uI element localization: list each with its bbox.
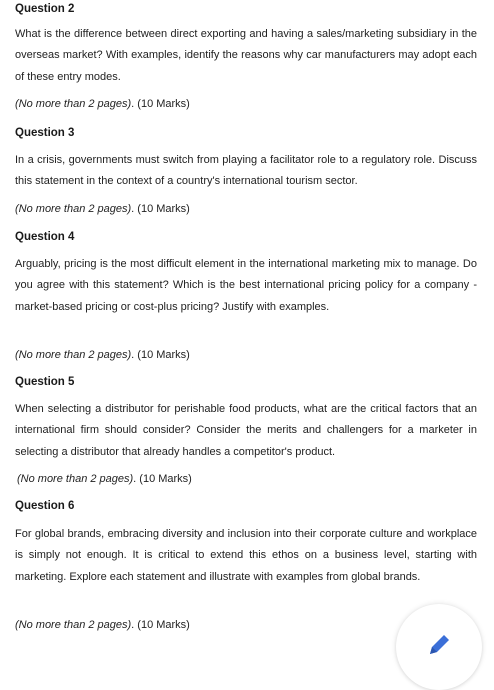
- marks-value: . (10 Marks): [131, 98, 190, 110]
- question-text: In a crisis, governments must switch from playing a facilitator role to a regulatory role. Discuss this statement in the context of a country's international tourism sector.: [15, 154, 477, 188]
- marks-value: . (10 Marks): [131, 619, 190, 631]
- marks-value: . (10 Marks): [131, 203, 190, 215]
- question-text: Arguably, pricing is the most difficult element in the international marketing mix to manage. Do you agree with this statement? Which is the best international pricing policy for a company - market-based pricing or cost-plus pricing? Justify with examples.: [15, 258, 477, 313]
- question-heading: Question 5: [15, 376, 75, 388]
- question-marks: [15, 349, 190, 361]
- question-heading: Question 2: [15, 3, 75, 15]
- question-marks: [15, 203, 190, 215]
- marks-value: . (10 Marks): [133, 473, 192, 485]
- page-limit: (No more than 2 pages): [15, 98, 132, 110]
- edit-fab-button[interactable]: [396, 604, 482, 690]
- marks-value: . (10 Marks): [131, 349, 190, 361]
- question-text: For global brands, embracing diversity and inclusion into their corporate culture and workplace is simply not enough. It is critical to extend this ethos on a business level, starting with marketing. Explore each statement and illustrate with examples from global brands.: [15, 528, 477, 583]
- question-text: When selecting a distributor for perishable food products, what are the critical factors that an international firm should consider? Consider the merits and challengers for a marketer in selecting a distributor that already handles a competitor's product.: [15, 403, 477, 458]
- page-limit: (No more than 2 pages): [17, 473, 134, 485]
- pencil-icon: [424, 630, 454, 660]
- page-limit: (No more than 2 pages): [15, 203, 132, 215]
- question-heading: Question 3: [15, 127, 75, 139]
- question-marks: [15, 619, 190, 631]
- question-text: What is the difference between direct exporting and having a sales/marketing subsidiary in the overseas market? With examples, identify the reasons why car manufacturers may adopt each of these entry modes.: [15, 28, 477, 83]
- question-heading: Question 4: [15, 231, 75, 243]
- question-marks: [15, 98, 190, 110]
- page-limit: (No more than 2 pages): [15, 349, 132, 361]
- question-marks: [17, 473, 192, 485]
- question-heading: Question 6: [15, 500, 75, 512]
- page-limit: (No more than 2 pages): [15, 619, 132, 631]
